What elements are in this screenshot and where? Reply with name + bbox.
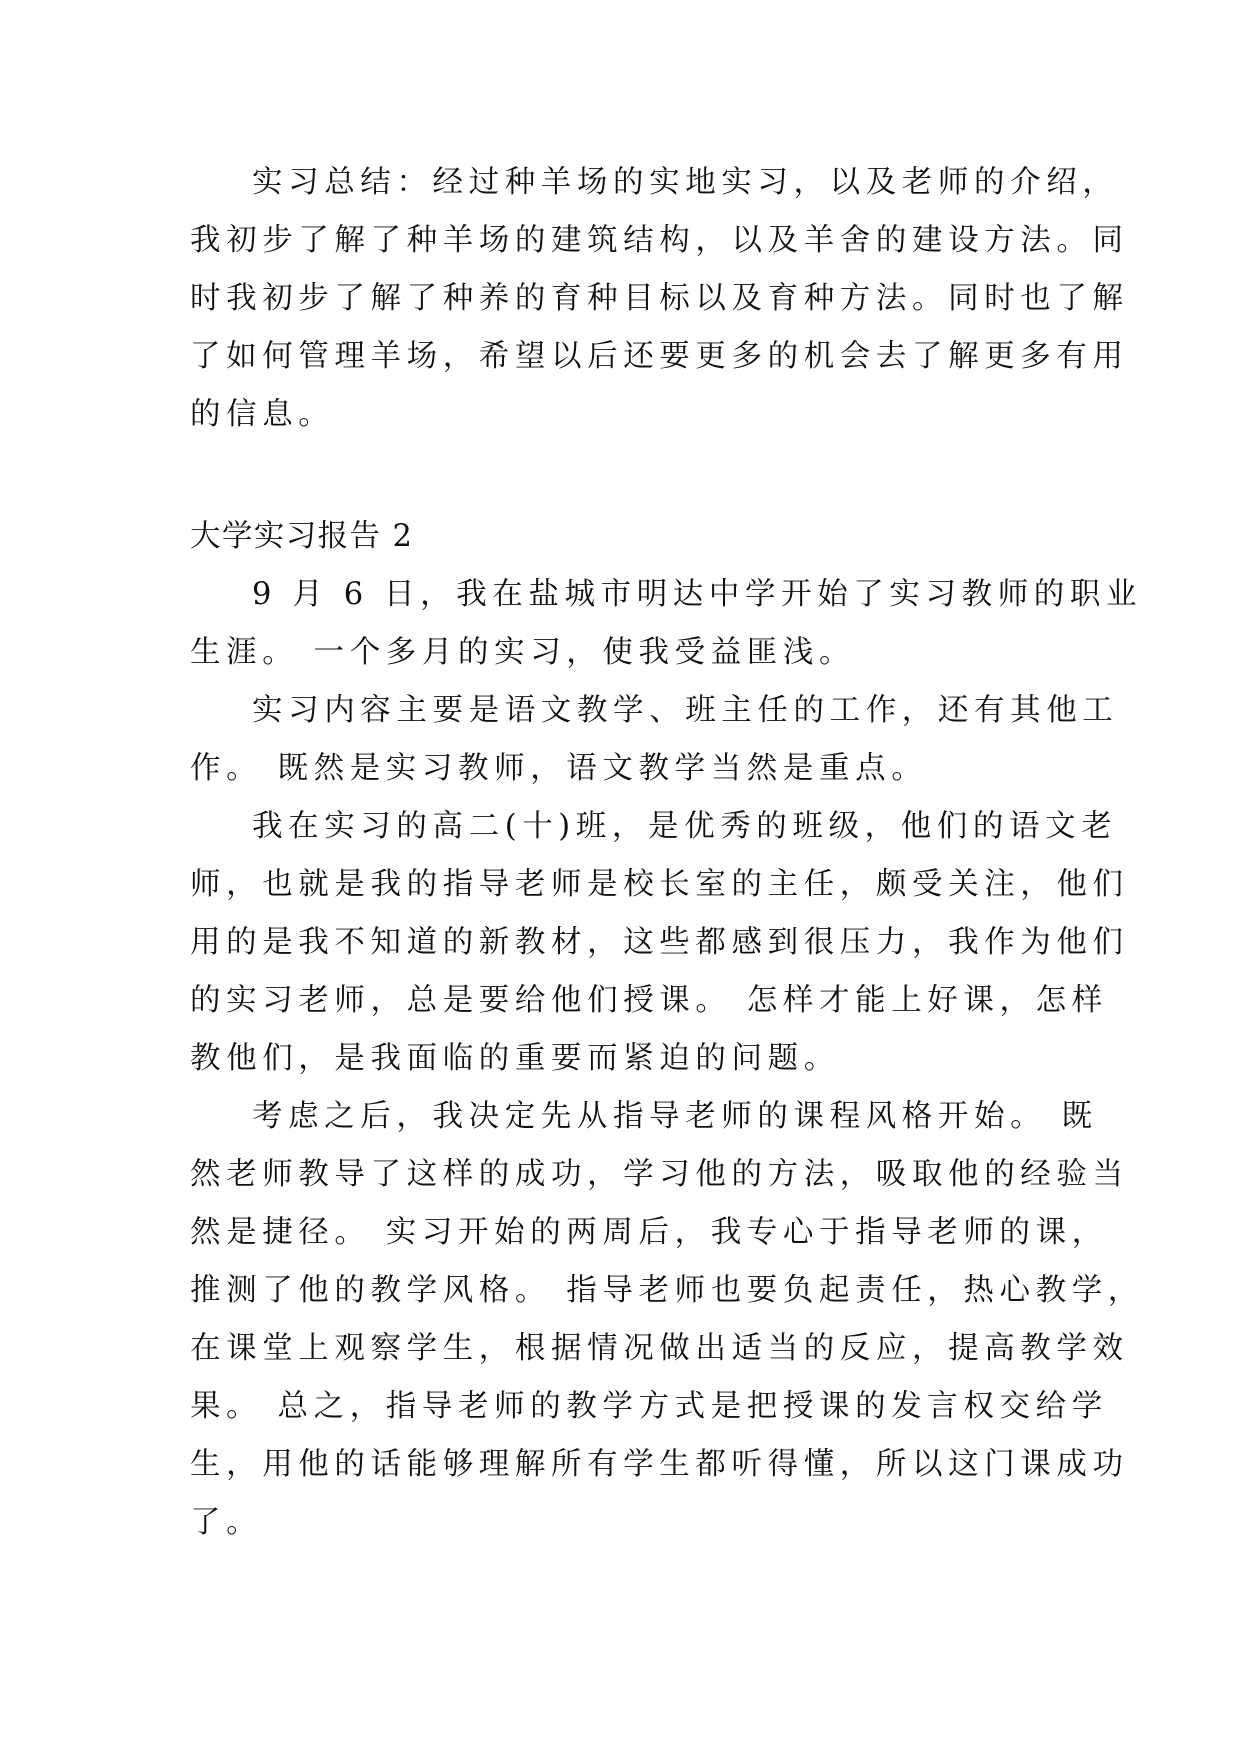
paragraph-line: 实习内容主要是语文教学、班主任的工作，还有其他工: [252, 693, 1119, 728]
summary-line: 的信息。: [190, 397, 335, 432]
paragraph-line: 用的是我不知道的新教材，这些都感到很压力，我作为他们: [190, 925, 1129, 960]
paragraph-line: 然老师教导了这样的成功，学习他的方法，吸取他的经验当: [190, 1157, 1129, 1192]
paragraph-line: 推测了他的教学风格。 指导老师也要负起责任，热心教学，: [190, 1273, 1144, 1308]
paragraph-line: 生，用他的话能够理解所有学生都听得懂，所以这门课成功: [190, 1447, 1129, 1482]
summary-line: 时我初步了解了种养的育种目标以及育种方法。同时也了解: [190, 281, 1129, 316]
summary-line: 实习总结：经过种羊场的实地实习，以及老师的介绍，: [252, 165, 1119, 200]
paragraph-line: 我在实习的高二(十)班，是优秀的班级，他们的语文老: [252, 809, 1118, 844]
summary-line: 我初步了解了种羊场的建筑结构，以及羊舍的建设方法。同: [190, 223, 1129, 258]
paragraph-line: 了。: [190, 1505, 263, 1540]
paragraph-line: 在课堂上观察学生，根据情况做出适当的反应，提高教学效: [190, 1331, 1129, 1366]
paragraph-line: 的实习老师，总是要给他们授课。 怎样才能上好课，怎样: [190, 983, 1108, 1018]
summary-line: 了如何管理羊场，希望以后还要更多的机会去了解更多有用: [190, 339, 1129, 374]
paragraph-line: 作。 既然是实习教师，语文教学当然是重点。: [190, 751, 928, 786]
paragraph-line: 生涯。 一个多月的实习，使我受益匪浅。: [190, 635, 856, 670]
report-title: 大学实习报告 2: [190, 519, 414, 554]
paragraph-line: 9 月 6 日，我在盐城市明达中学开始了实习教师的职业: [252, 577, 1143, 612]
paragraph-line: 然是捷径。 实习开始的两周后，我专心于指导老师的课，: [190, 1215, 1108, 1250]
paragraph-line: 考虑之后，我决定先从指导老师的课程风格开始。 既: [252, 1099, 1098, 1134]
paragraph-line: 果。 总之，指导老师的教学方式是把授课的发言权交给学: [190, 1389, 1108, 1424]
paragraph-line: 师，也就是我的指导老师是校长室的主任，颇受关注，他们: [190, 867, 1129, 902]
paragraph-line: 教他们，是我面临的重要而紧迫的问题。: [190, 1041, 840, 1076]
